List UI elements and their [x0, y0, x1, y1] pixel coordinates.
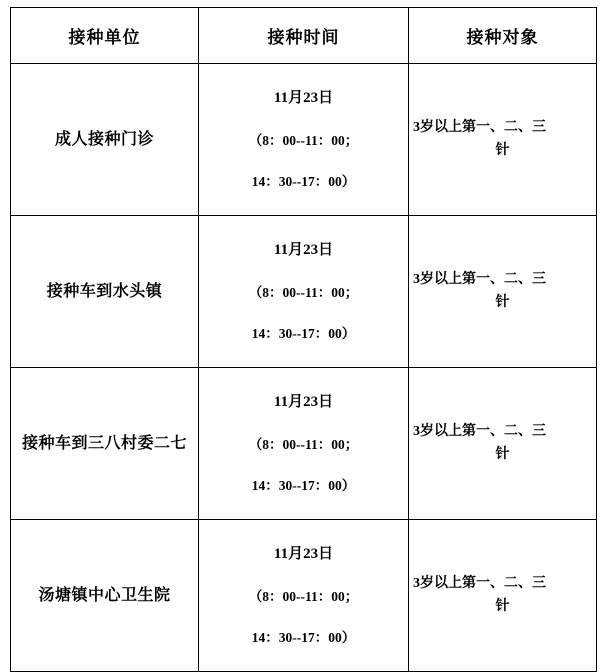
cell-unit: 接种车到三八村委二七: [11, 368, 199, 520]
table-row: [11, 64, 597, 216]
table-header-row: [11, 8, 597, 64]
cell-unit: 汤塘镇中心卫生院: [11, 520, 199, 672]
table-row: [11, 216, 597, 368]
cell-target: [409, 216, 597, 368]
table-body: [11, 64, 597, 672]
time-morning: （8：00--11：00；: [248, 284, 359, 300]
cell-time: [199, 520, 409, 672]
time-afternoon: 14：30--17：00）: [251, 173, 356, 189]
cell-time: [199, 368, 409, 520]
column-header-time: 接种时间: [199, 8, 409, 64]
target-main: 3岁以上第一、二、三: [413, 576, 546, 592]
cell-unit: 接种车到水头镇: [11, 216, 199, 368]
vaccination-schedule-table: [10, 7, 597, 672]
target-sub: 针: [495, 446, 510, 462]
time-date: 11月23日: [273, 242, 334, 258]
target-main: 3岁以上第一、二、三: [413, 272, 546, 288]
table-row: [11, 520, 597, 672]
cell-target: [409, 368, 597, 520]
time-afternoon: 14：30--17：00）: [251, 477, 356, 493]
document-page: [0, 7, 606, 645]
time-afternoon: 14：30--17：00）: [251, 629, 356, 645]
time-afternoon: 14：30--17：00）: [251, 325, 356, 341]
time-morning: （8：00--11：00；: [248, 132, 359, 148]
target-sub: 针: [495, 142, 510, 158]
time-morning: （8：00--11：00；: [248, 436, 359, 452]
time-date: 11月23日: [273, 394, 334, 410]
time-date: 11月23日: [273, 546, 334, 562]
target-main: 3岁以上第一、二、三: [413, 424, 546, 440]
column-header-target: 接种对象: [409, 8, 597, 64]
cell-target: [409, 520, 597, 672]
cell-time: [199, 64, 409, 216]
cell-target: [409, 64, 597, 216]
cell-unit: 成人接种门诊: [11, 64, 199, 216]
table-header: [11, 8, 597, 64]
cell-time: [199, 216, 409, 368]
column-header-unit: 接种单位: [11, 8, 199, 64]
time-date: 11月23日: [273, 90, 334, 106]
table-row: [11, 368, 597, 520]
time-morning: （8：00--11：00；: [248, 588, 359, 604]
target-sub: 针: [495, 294, 510, 310]
target-main: 3岁以上第一、二、三: [413, 120, 546, 136]
target-sub: 针: [495, 598, 510, 614]
